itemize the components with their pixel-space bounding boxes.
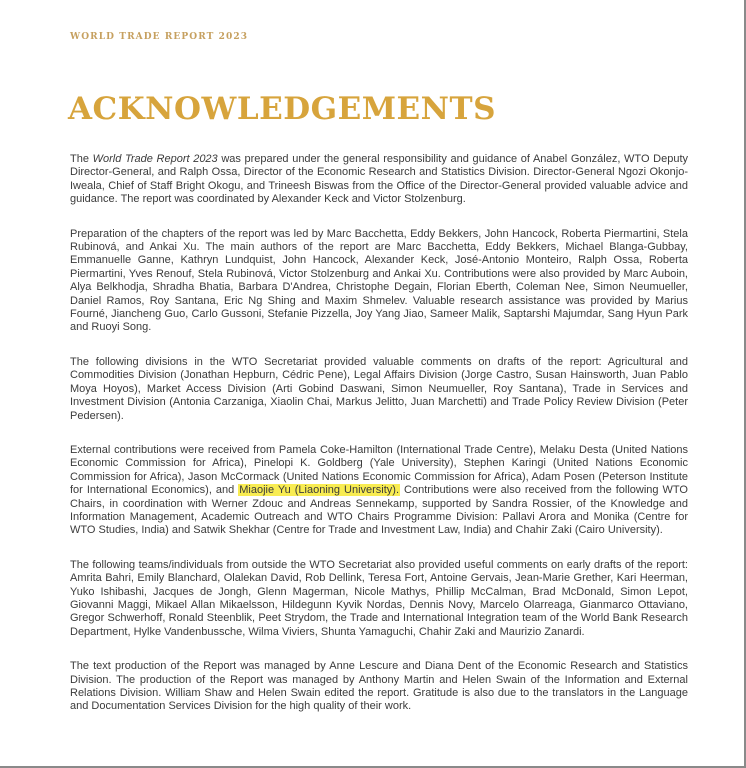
paragraph-responsibility (70, 153, 688, 207)
paragraph-external-contributions (70, 444, 688, 538)
paragraph-production: The text production of the Report was managed by Anne Lescure and Diana Dent of the Economic Research and Statistics Division. The production of the Report was managed by Anthony Martin and Helen Swain of the Information and External Relations Division. William Shaw and Helen Swain edited the report. Gratitude is also due to the translators in the Language and Documentation Services Division for the high quality of their work. (70, 660, 688, 713)
highlighted-text: Miaojie Yu (Liaoning University). (239, 484, 400, 497)
paragraph-authors: Preparation of the chapters of the report was led by Marc Bacchetta, Eddy Bekkers, John Hancock, Roberta Piermartini, Stela Rubinová, and Ankai Xu. The main authors of the report are Marc Bacchetta, Eddy Bekkers, Michael Blanga-Gubbay, Emmanuelle Ganne, Kathryn Lundquist, John Hancock, Alexander Keck, José-Antonio Monteiro, Ralph Ossa, Roberta Piermartini, Yves Renouf, Stela Rubinová, Victor Stolzenburg and Ankai Xu. Contributions were also provided by Marc Auboin, Alya Belkhodja, Shradha Bhatia, Barbara D'Andrea, Christophe Degain, Florian Eberth, Coleman Nee, Simon Neumueller, Daniel Ramos, Roy Santana, Eric Ng Shing and Maxim Shmelev. Valuable research assistance was provided by Marius Fourné, Jiancheng Guo, Carlo Gussoni, Stefanie Pizzella, Joy Yang Jiao, Sameer Malik, Saptarshi Majumdar, Sang Hyun Park and Ruoyi Song. (70, 227, 688, 334)
page-title: ACKNOWLEDGEMENTS (68, 91, 496, 127)
report-series-header: WORLD TRADE REPORT 2023 (70, 32, 249, 42)
p4-pre: External contributions were received from Pamela Coke-Hamilton (International Trade Centre), Melaku Desta (United Nations Economic Commission for Africa), Pinelopi K. Goldberg (Yale University), Stephen Karingi (United Nations Economic Commission for Africa), Jason McCormack (United Nations Economic Commission for Africa), Adam Posen (Peterson Institute for International Economics), and (70, 443, 688, 497)
p1-pre: The (70, 153, 93, 165)
body-text (70, 153, 688, 714)
p4-post: Contributions were also received from the following WTO Chairs, in coordination with Werner Zdouc and Andreas Sennekamp, supported by Sandra Rossier, of the Knowledge and Information Management, Academic Outreach and WTO Chairs Programme Division: Pallavi Arora and Monika (Centre for WTO Studies, India) and Satwik Shekhar (Centre for Trade and Investment Law, India) and Chahir Zaki (Cairo University). (70, 484, 688, 537)
paragraph-divisions: The following divisions in the WTO Secretariat provided valuable comments on drafts of the report: Agricultural and Commodities Division (Jonathan Hepburn, Cédric Pene), Legal Affairs Division (Jorge Castro, Susan Hainsworth, Juan Pablo Moya Hoyos), Market Access Division (Arti Gobind Daswani, Simon Neumueller, Roy Santana), Trade in Services and Investment Division (Antonia Carzaniga, Xiaolin Chai, Markus Jelitto, Juan Marchetti) and Trade Policy Review Division (Peter Pedersen). (70, 355, 688, 422)
paragraph-outside-comments: The following teams/individuals from outside the WTO Secretariat also provided useful comments on early drafts of the report: Amrita Bahri, Emily Blanchard, Olalekan David, Rob Dellink, Teresa Fort, Antoine Gervais, Jean-Marie Grether, Kari Heerman, Yuko Ishibashi, Jacques de Jongh, Glenn Magerman, Nicole Mathys, Phillip McCalman, Brad McDonald, Simon Lepot, Giovanni Maggi, Mikael Allan Mikaelsson, Hildegunn Kyvik Nordas, Dennis Novy, Marcelo Olarreaga, Gianmarco Ottaviano, Gregor Schwerhoff, Ronald Steenblik, Peet Strydom, the Trade and International Integration team of the World Bank Research Department, Hylke Vandenbussche, Wilma Viviers, Shunta Yamaguchi, Chahir Zaki and Maurizio Zanardi. (70, 558, 688, 638)
p1-post: was prepared under the general responsibility and guidance of Anabel González, WTO Deputy Director-General, and Ralph Ossa, Director of the Economic Research and Statistics Division. Director-General Ngozi Okonjo-Iweala, Chief of Staff Bright Okogu, and Trineesh Biswas from the Office of the Director-General provided valuable advice and guidance. The report was coordinated by Alexander Keck and Victor Stolzenburg. (70, 153, 688, 206)
report-title-italic: World Trade Report 2023 (92, 153, 218, 165)
